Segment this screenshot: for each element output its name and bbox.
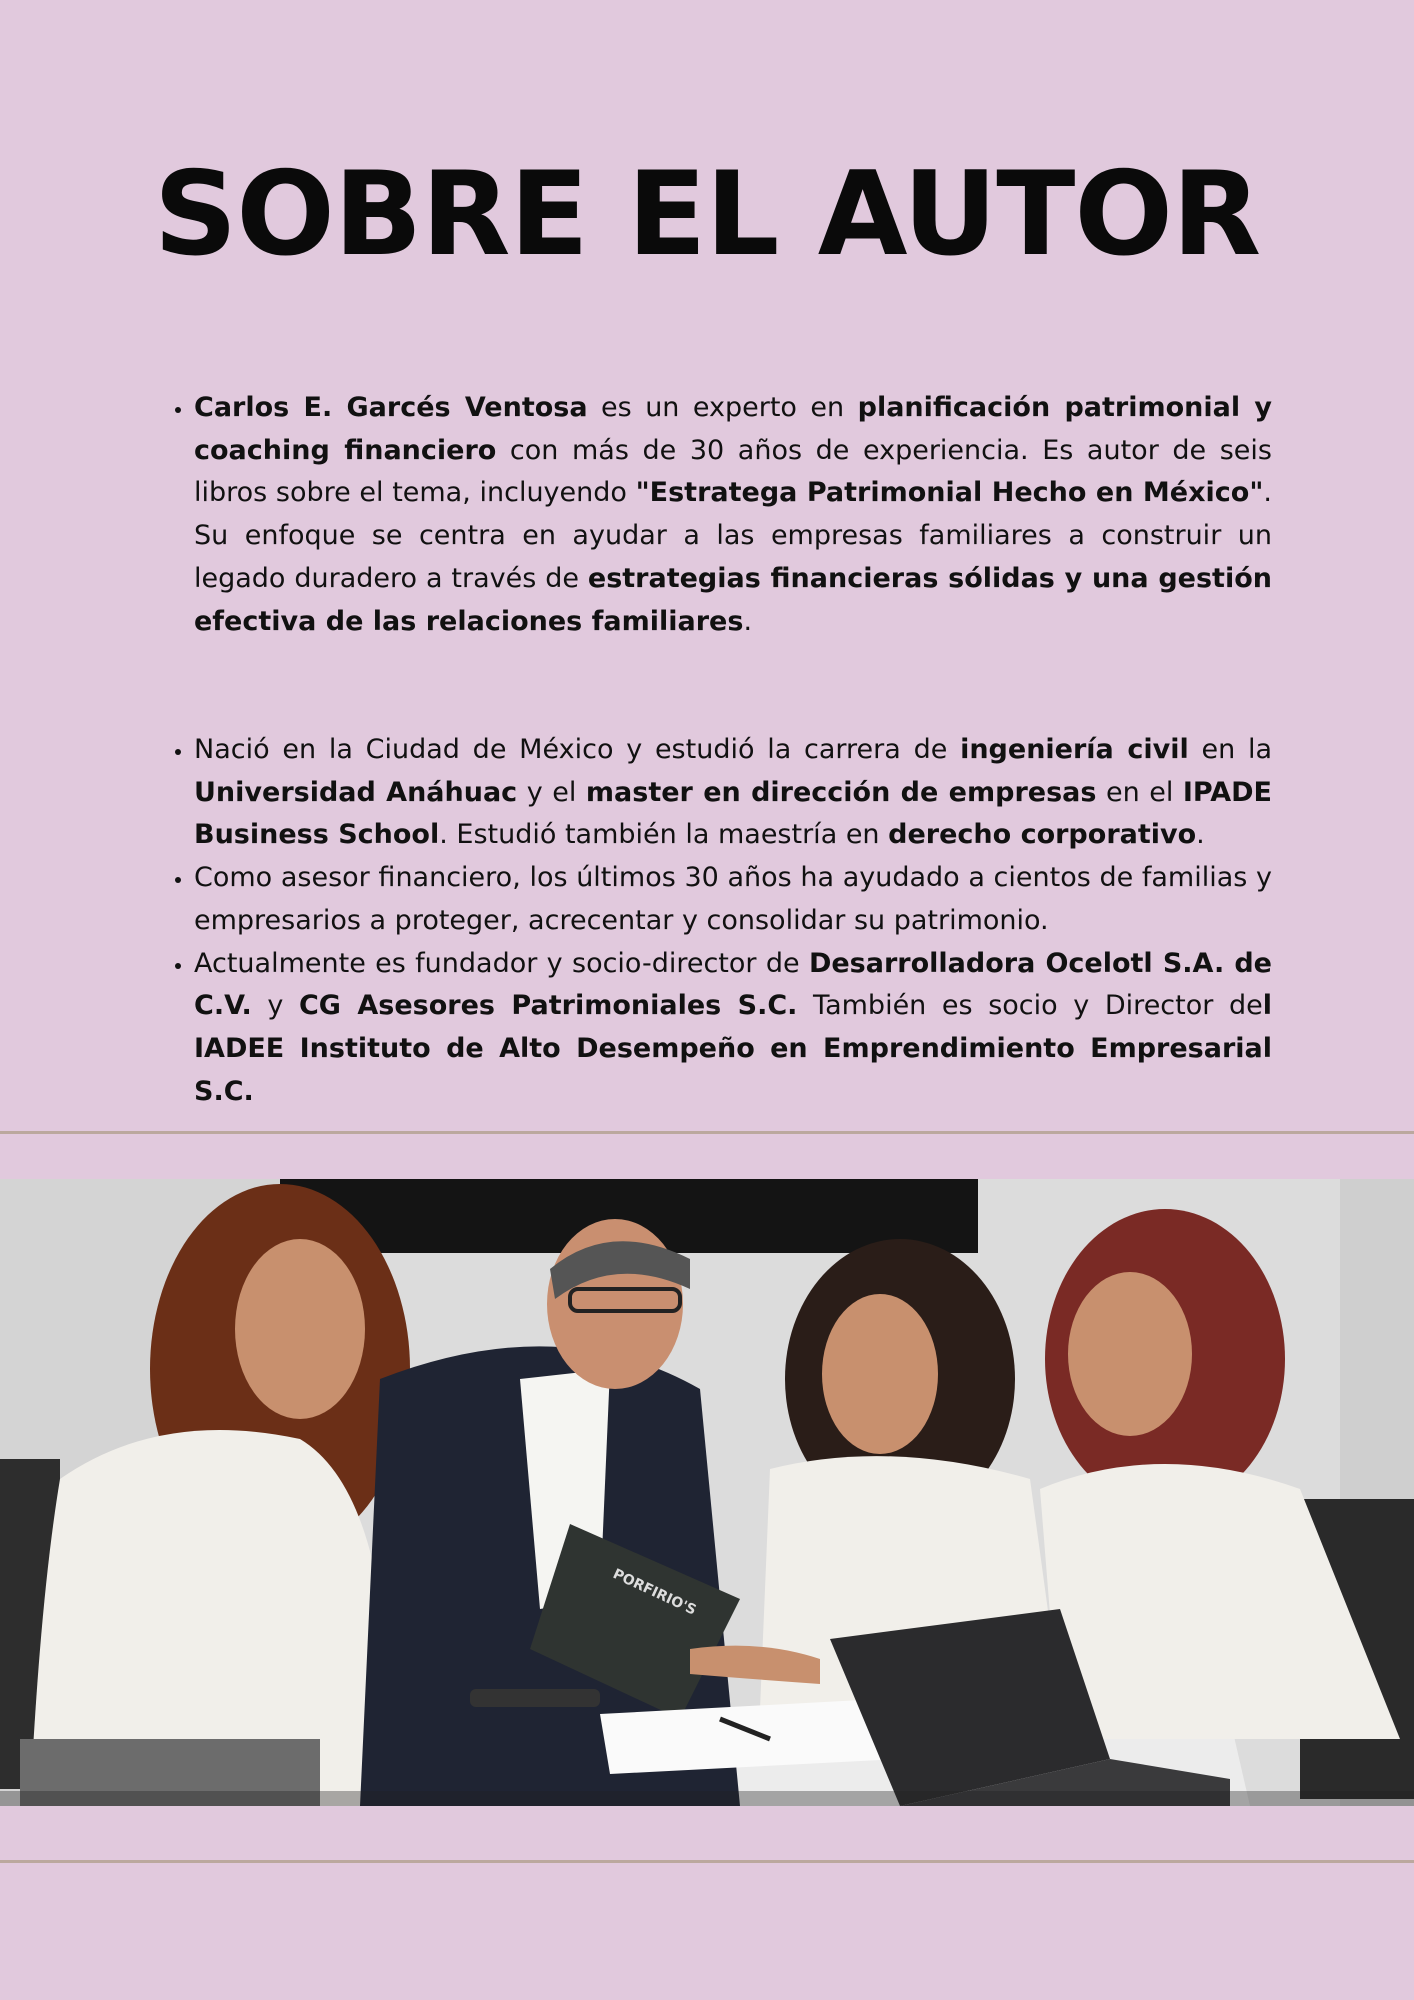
text-run: También es socio y Director de: [797, 990, 1263, 1022]
booklet-label: PORFIRIO'S: [610, 1566, 699, 1619]
bold-text-run: Carlos E. Garcés Ventosa: [194, 392, 588, 423]
bold-text-run: "Estratega Patrimonial Hecho en México": [635, 477, 1264, 509]
team-photo-illustration: [0, 1179, 1414, 1806]
text-run: Nació en la Ciudad de México y estudió la carrera de: [194, 734, 961, 765]
bio-list-intro: [162, 387, 1272, 643]
bio-item-advisor: [194, 857, 1272, 942]
bold-text-run: master en dirección de empresas: [585, 776, 1097, 808]
bold-text-run: ingeniería civil: [960, 734, 1189, 765]
page-title: SOBRE EL AUTOR: [153, 147, 1261, 282]
text-run: .: [1196, 819, 1205, 851]
text-run: . Estudió también la maestría en: [439, 819, 889, 851]
text-run: Actualmente es fundador y socio-director de: [194, 947, 809, 979]
text-run: es un experto en: [587, 392, 858, 423]
bold-text-run: derecho corporativo: [888, 819, 1197, 851]
text-run: y el: [517, 776, 586, 808]
bio-item-intro: [194, 387, 1272, 643]
bio-list-career: [162, 729, 1272, 1113]
text-run: y: [251, 990, 299, 1022]
bold-text-run: estrategias financieras sólidas y una gestión efectiva de las relaciones familiares: [194, 562, 1272, 637]
text-run: Como asesor financiero, los últimos 30 años ha ayudado a cientos de familias y empresarios a proteger, acrecentar y consolidar su patrimonio.: [194, 862, 1272, 936]
divider-bottom: [0, 1860, 1414, 1863]
bold-text-run: CG Asesores Patrimoniales S.C.: [298, 990, 798, 1022]
text-run: en la: [1188, 734, 1272, 765]
text-run: en el: [1096, 776, 1183, 808]
divider-top: [0, 1131, 1414, 1134]
bold-text-run: Desarrolladora Ocelotl S.A. de C.V.: [194, 947, 1272, 1022]
text-run: . Su enfoque se centra en ayudar a las empresas familiares a construir un legado duradero a través de: [194, 477, 1272, 594]
team-photo: [0, 1179, 1414, 1806]
bold-text-run: planificación patrimonial y coaching financiero: [194, 392, 1272, 466]
bold-text-run: l IADEE Instituto de Alto Desempeño en Emprendimiento Empresarial S.C.: [194, 990, 1272, 1107]
bio-item-current-roles: [194, 943, 1272, 1114]
bold-text-run: Universidad Anáhuac: [194, 776, 518, 808]
bio-item-education: [194, 729, 1272, 857]
bold-text-run: IPADE Business School: [194, 776, 1272, 851]
text-run: con más de 30 años de experiencia. Es autor de seis libros sobre el tema, incluyendo: [194, 434, 1272, 509]
text-run: .: [743, 605, 753, 637]
